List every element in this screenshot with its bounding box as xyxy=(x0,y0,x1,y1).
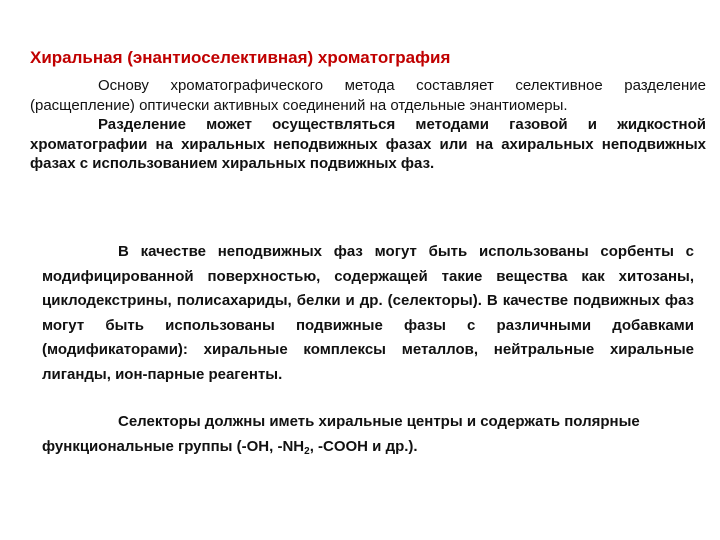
slide-title: Хиральная (энантиоселективная) хроматография xyxy=(30,48,451,67)
paragraph-definition: Основу хроматографического метода составляет селективное разделение (расщепление) оптически активных соединений на отдельные энантиомеры. xyxy=(30,77,706,114)
phases-block xyxy=(42,240,694,387)
selectors-block xyxy=(42,410,702,459)
paragraph-phases: В качестве неподвижных фаз могут быть использованы сорбенты с модифицированной поверхностью, содержащей такие вещества как хитозаны, циклодекстрины, полисахариды, белки и др. (селекторы). В качестве подвижных фаз могут быть использованы подвижные фазы с различными добавками (модификаторами): хиральные комплексы металлов, нейтральные хиральные лиганды, ион-парные реагенты. xyxy=(42,243,694,383)
subscript-two: 2 xyxy=(304,445,310,457)
paragraph-separation-methods: Разделение может осуществляться методами газовой и жидкостной хроматографии на хиральных неподвижных фазах или на ахиральных неподвижных фазах с использованием хиральных подвижных фаз. xyxy=(30,116,706,172)
selectors-text-start: Селекторы должны иметь хиральные центры и содержать полярные функциональные группы (-OH, -NH xyxy=(42,413,640,455)
selectors-text-end: , -COOH и др.). xyxy=(309,437,418,455)
paragraph-selectors xyxy=(42,410,702,459)
intro-block xyxy=(30,76,706,174)
